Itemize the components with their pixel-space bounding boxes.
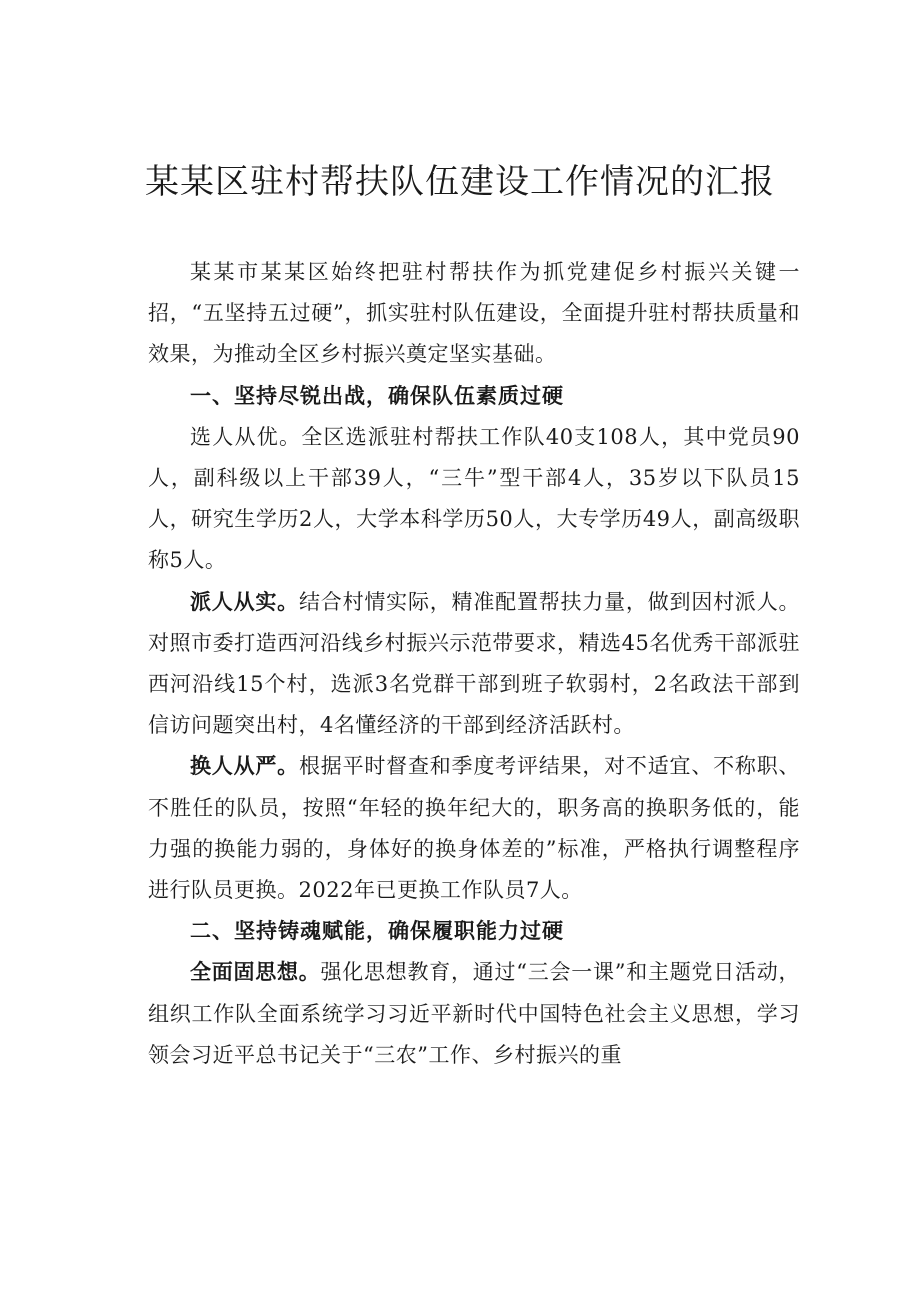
paragraph-lead: 全面固思想。 (190, 960, 321, 985)
section-2-paragraph-1 (148, 952, 800, 1076)
section-1-paragraph-2 (148, 582, 800, 747)
section-1-paragraph-1 (148, 417, 800, 582)
section-2-heading: 二、坚持铸魂赋能，确保履职能力过硬 (190, 919, 564, 944)
paragraph-text: 强化思想教育，通过“三会一课”和主题党日活动，组织工作队全面系统学习习近平新时代中国特色社会主义思想，学习领会习近平总书记关于“三农”工作、乡村振兴的重 (148, 960, 800, 1067)
section-1-heading: 一、坚持尽锐出战，确保队伍素质过硬 (190, 383, 564, 408)
intro-paragraph: 某某市某某区始终把驻村帮扶作为抓党建促乡村振兴关键一招，“五坚持五过硬”，抓实驻村队伍建设，全面提升驻村帮扶质量和效果，为推动全区乡村振兴奠定坚实基础。 (148, 260, 800, 367)
paragraph-lead: 派人从实。 (190, 589, 299, 614)
section-1-paragraph-3 (148, 746, 800, 911)
paragraph-lead: 换人从严。 (190, 754, 299, 779)
paragraph-text: 结合村情实际，精准配置帮扶力量，做到因村派人。对照市委打造西河沿线乡村振兴示范带要求，精选45名优秀干部派驻西河沿线15个村，选派3名党群干部到班子软弱村，2名政法干部到信访问题突出村，4名懂经济的干部到经济活跃村。 (148, 589, 801, 738)
paragraph-text: 根据平时督查和季度考评结果，对不适宜、不称职、不胜任的队员，按照“年轻的换年纪大的，职务高的换职务低的，能力强的换能力弱的，身体好的换身体差的”标准，严格执行调整程序进行队员更换。2022年已更换工作队员7人。 (148, 754, 801, 903)
document-body (148, 252, 800, 1076)
paragraph-text: 全区选派驻村帮扶工作队40支108人，其中党员90人，副科级以上干部39人，“三牛”型干部4人，35岁以下队员15人，研究生学历2人，大学本科学历50人，大专学历49人，副高级职称5人。 (148, 424, 801, 573)
paragraph-lead: 选人从优。 (190, 424, 302, 449)
document-title: 某某区驻村帮扶队伍建设工作情况的汇报 (145, 162, 775, 202)
